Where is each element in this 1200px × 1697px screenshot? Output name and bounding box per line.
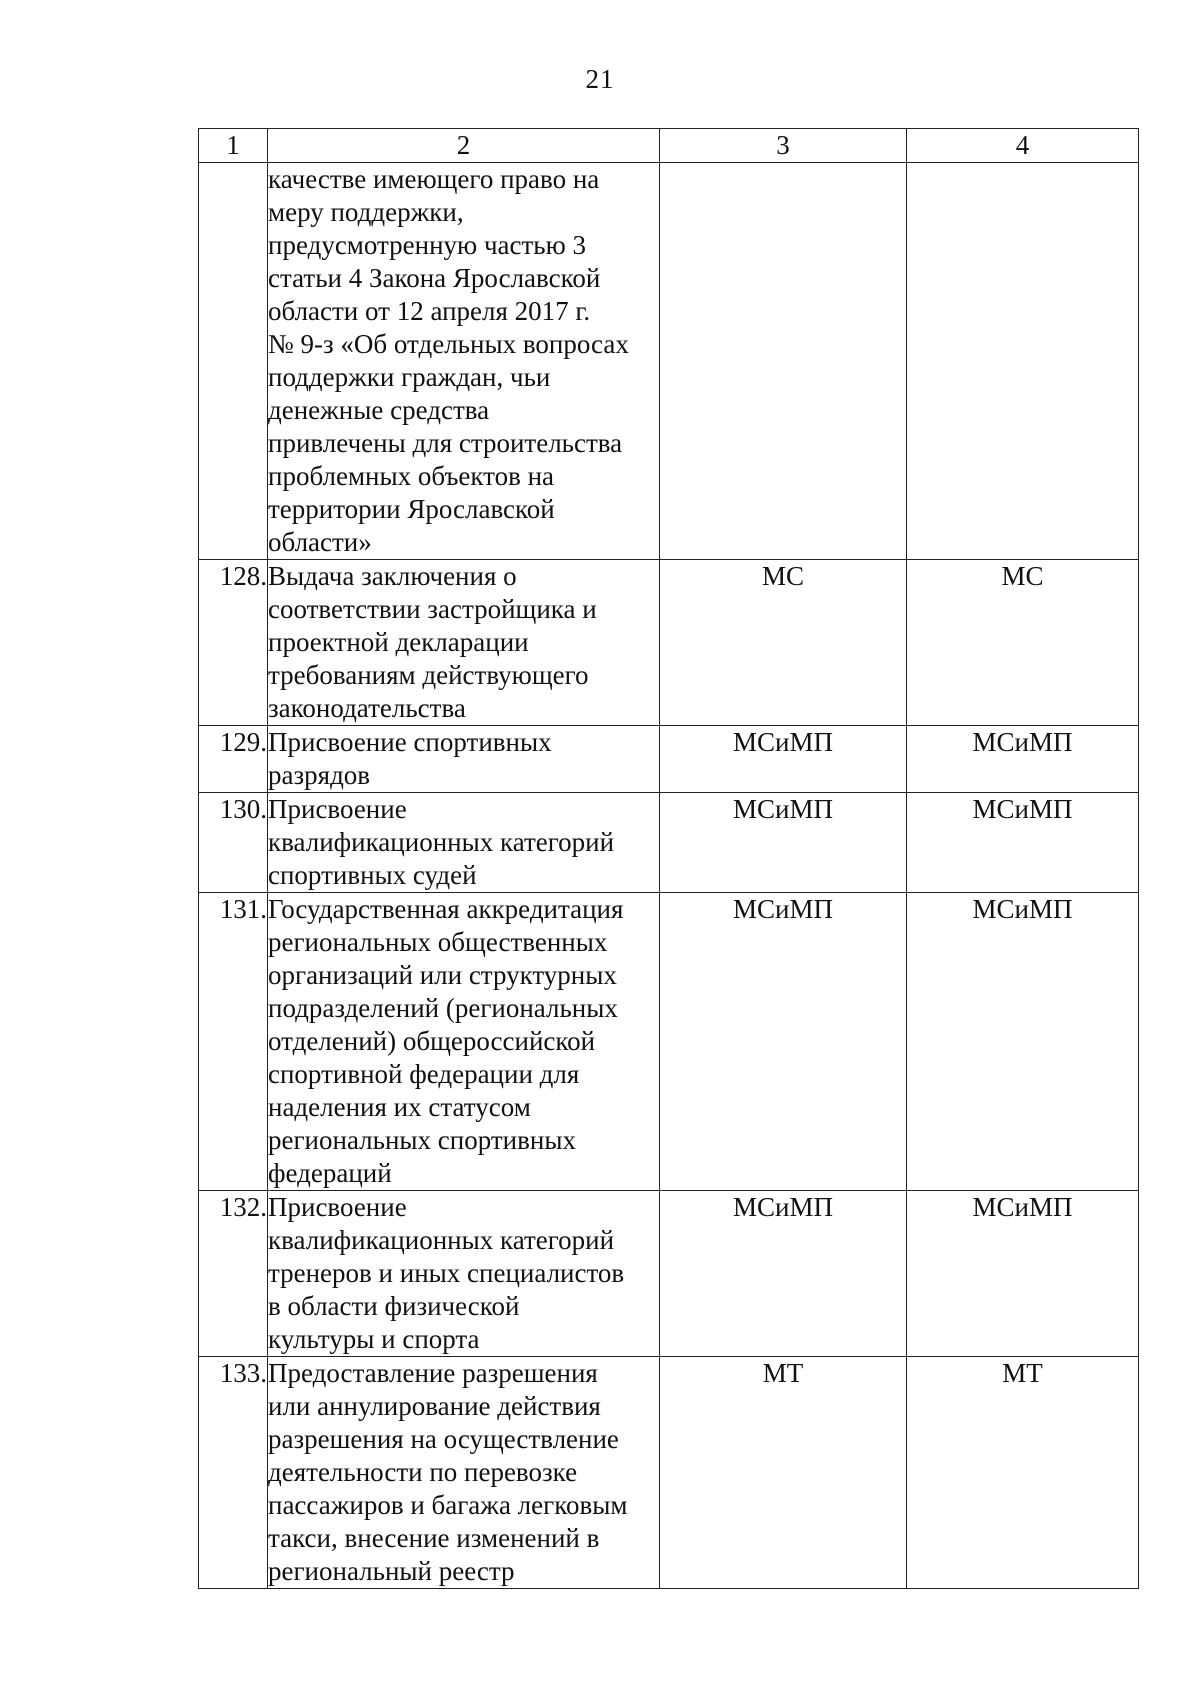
authority-col-4: МС (907, 560, 1139, 726)
services-table (198, 128, 1139, 1589)
table-row (199, 163, 1139, 560)
authority-col-4: МСиМП (907, 726, 1139, 793)
authority-col-4: МСиМП (907, 793, 1139, 893)
row-number: 132. (199, 1191, 268, 1357)
page-number: 21 (585, 64, 615, 94)
service-description: Присвоение спортивных разрядов (268, 726, 660, 793)
row-number: 128. (199, 560, 268, 726)
table-row (199, 560, 1139, 726)
authority-col-3: МСиМП (660, 726, 907, 793)
row-number: 130. (199, 793, 268, 893)
table-row (199, 726, 1139, 793)
header-col-1: 1 (199, 129, 268, 163)
service-description: Государственная аккредитация региональных общественных организаций или структурных подразделений (региональных отделений) общероссийской спортивной федерации для наделения их статусом региональных спортивных федераций (268, 893, 660, 1191)
authority-col-4: МТ (907, 1357, 1139, 1589)
service-description: Выдача заключения о соответствии застройщика и проектной декларации требованиям действующего законодательства (268, 560, 660, 726)
row-number: 129. (199, 726, 268, 793)
header-col-4: 4 (907, 129, 1139, 163)
table-row (199, 793, 1139, 893)
authority-col-4: МСиМП (907, 893, 1139, 1191)
authority-col-4: МСиМП (907, 1191, 1139, 1357)
header-row (199, 129, 1139, 163)
service-description: Присвоение квалификационных категорий тренеров и иных специалистов в области физической культуры и спорта (268, 1191, 660, 1357)
header-col-2: 2 (268, 129, 660, 163)
row-number: 133. (199, 1357, 268, 1589)
authority-col-3: МСиМП (660, 893, 907, 1191)
authority-col-3: МСиМП (660, 793, 907, 893)
table-header (199, 129, 1139, 163)
header-col-3: 3 (660, 129, 907, 163)
service-description: Предоставление разрешения или аннулирование действия разрешения на осуществление деятельности по перевозке пассажиров и багажа легковым такси, внесение изменений в региональный реестр (268, 1357, 660, 1589)
table-row (199, 893, 1139, 1191)
authority-col-3: МТ (660, 1357, 907, 1589)
row-number: 131. (199, 893, 268, 1191)
authority-col-3: МС (660, 560, 907, 726)
table-row (199, 1357, 1139, 1589)
service-description: качестве имеющего право на меру поддержки, предусмотренную частью 3 статьи 4 Закона Ярославской области от 12 апреля 2017 г. № 9-з «Об отдельных вопросах поддержки граждан, чьи денежные средства привлечены для строительства проблемных объектов на территории Ярославской области» (268, 163, 660, 560)
table-row (199, 1191, 1139, 1357)
row-number (199, 163, 268, 560)
service-description: Присвоение квалификационных категорий спортивных судей (268, 793, 660, 893)
table-body (199, 163, 1139, 1589)
authority-col-3 (660, 163, 907, 560)
authority-col-4 (907, 163, 1139, 560)
authority-col-3: МСиМП (660, 1191, 907, 1357)
